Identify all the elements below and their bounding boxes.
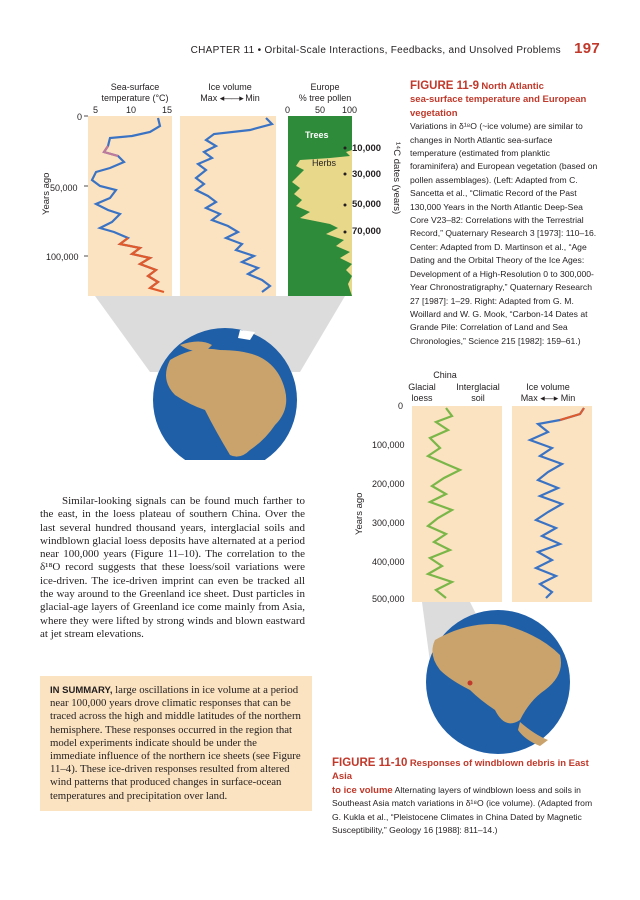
- sst-label-line1: Sea-surface: [110, 82, 160, 92]
- pollen-tick-50: 50: [315, 105, 326, 115]
- fig10-ytick-200000: 200,000: [372, 479, 405, 489]
- summary-box: [40, 676, 312, 811]
- ice-max-label: Max: [200, 93, 218, 103]
- loess-panel: [412, 406, 502, 602]
- c14-axis-label: ¹⁴C dates (years): [391, 142, 402, 215]
- sst-tick-5: 5: [93, 105, 99, 115]
- c14-tick-50000: 50,000: [352, 199, 382, 210]
- soil-label: soil: [471, 393, 485, 403]
- fig10-ytick-100000: 100,000: [372, 440, 405, 450]
- interglacial-label: Interglacial: [456, 382, 500, 392]
- fig10-title: FIGURE 11-10: [332, 757, 408, 769]
- c14-tick-10000: 10,000: [352, 143, 382, 154]
- page-number: 197: [574, 40, 600, 57]
- fig10-ytick-500000: 500,000: [372, 594, 405, 604]
- fig10-double-arrow-icon: ◂—▸: [540, 393, 559, 403]
- fig10-ytick-0: 0: [398, 401, 404, 411]
- ice-min-label: Min: [245, 93, 260, 103]
- pollen-tick-100: 100: [342, 105, 358, 115]
- fig9-caption-block: [410, 80, 600, 348]
- fig9-years-axis-label: Years ago: [41, 172, 52, 215]
- sst-label-line2: temperature (°C): [101, 93, 169, 103]
- pollen-tick-0: 0: [285, 105, 291, 115]
- europe-label-line1: Europe: [310, 82, 340, 92]
- fig9-ytick-100000: 100,000: [46, 252, 79, 262]
- fig10-ice-max: Max: [520, 393, 538, 403]
- trees-label: Trees: [305, 130, 329, 140]
- fig10-years-axis-label: Years ago: [354, 492, 365, 535]
- fig9-title: FIGURE 11-9: [410, 80, 480, 92]
- running-head-text: CHAPTER 11 • Orbital-Scale Interactions, Feedbacks, and Unsolved Problems: [190, 45, 561, 56]
- fig9-title-rest: North Atlantic: [481, 81, 544, 92]
- summary-lead: IN SUMMARY,: [50, 685, 113, 696]
- sst-tick-15: 15: [162, 105, 173, 115]
- fig9-subtitle: sea-surface temperature and European vegetation: [410, 94, 587, 119]
- sst-tick-10: 10: [126, 105, 137, 115]
- fig10-caption-block: [332, 757, 602, 837]
- loess-label: loess: [411, 393, 433, 403]
- double-arrow-icon: ◂——▸: [219, 93, 243, 103]
- fig10-ytick-400000: 400,000: [372, 557, 405, 567]
- fig9-ytick-50000: 50,000: [50, 183, 78, 193]
- ice-volume-label: Ice volume: [208, 82, 252, 92]
- fig10-caption: Alternating layers of windblown loess and soils in Southeast Asia match variations in δ¹⁸O (ice volume). (Adapted from G. Kukla et al., “Pleistocene Climates in China Dated by Magnetic Susceptibility,” Geology 16 [1988]: 811–14.): [332, 784, 593, 836]
- fig9-ytick-0: 0: [77, 112, 83, 122]
- herbs-label: Herbs: [312, 158, 337, 168]
- glacial-label: Glacial: [408, 382, 436, 392]
- fig10-title-rest: Responses of windblown debris in East Asia: [332, 758, 589, 783]
- summary-text: large oscillations in ice volume at a period near 100,000 years drove climatic responses that can be traced across the high and middle latitudes of the northern hemisphere. These responses occurred in the region that model experiments indicate should be under the immediate influence of the northern ice sheets (see Figure 11–4). These ice-driven responses resulted from altered wind patterns that produced changes in surface-ocean temperatures and precipitation over land.: [50, 684, 301, 802]
- body-paragraph: Similar-looking signals can be found much farther to the east, in the loess plateau of southern China. Over the last several hundred thousand years, interglacial soils and windblown glacial loess deposits have alternated at a period near 100,000 years (Figure 11–10). The correlation to the δ¹⁸O record suggests that these loess/soil variations were ice-driven. The ice-driven imprint can even be tracked all the way around to the Greenland ice sheet. Dust particles in glacial-age layers of Greenland ice come mainly from Asia, where they were lifted by strong winds and blown eastward at jet stream elevations.: [40, 495, 305, 640]
- ice-panel: [180, 116, 276, 296]
- fig10-ytick-300000: 300,000: [372, 518, 405, 528]
- fig10-ice-min: Min: [560, 393, 576, 403]
- fig10-ice-panel: [512, 406, 592, 602]
- fig10-ice-label: Ice volume: [526, 382, 570, 392]
- c14-tick-70000: 70,000: [352, 226, 382, 237]
- europe-label-line2: % tree pollen: [298, 93, 352, 103]
- c14-tick-30000: 30,000: [352, 169, 382, 180]
- china-label: China: [433, 370, 457, 380]
- fig10-subtitle: to ice volume: [332, 784, 393, 796]
- fig9-caption: Variations in δ¹⁸O (~ice volume) are similar to changes in North Atlantic sea-surface temperature (estimated from planktic foraminifera) and European vegetation (based on pollen assemblages). (Left: Adapted from C. Sancetta et al., “Climatic Record of the Past 130,000 Years in the North Atlantic Deep-Sea Core V23–82: Correlations with the Terrestrial Record,” Quaternary Research 3 [1973]: 110–16. Center: Adapted from D. Martinson et al., “Age Dating and the Orbital Theory of the Ice Ages: Development of a High-Resolution 0 to 300,000-Year Chronostratigraphy,” Quaternary Research 27 [1987]: 1–29. Right: Adapted from G. M. Woillard and W. G. Mook, “Carbon-14 Dates at Grande Pile: Correlation of Land and Sea Chronologies,” Science 215 [1982]: 159–61.): [410, 121, 598, 346]
